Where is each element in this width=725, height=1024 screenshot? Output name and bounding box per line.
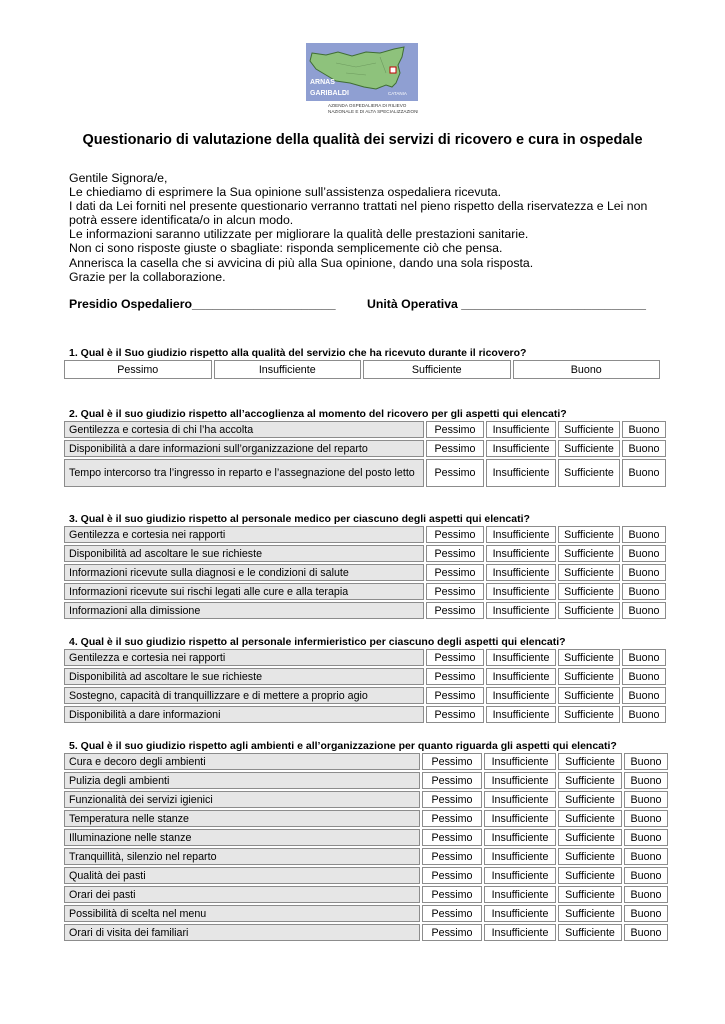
- option-sufficiente[interactable]: Sufficiente: [558, 440, 620, 457]
- svg-text:ARNAS: ARNAS: [310, 79, 335, 86]
- option-pessimo[interactable]: Pessimo: [426, 649, 484, 666]
- item-label: Funzionalità dei servizi igienici: [64, 791, 420, 808]
- option-pessimo[interactable]: Pessimo: [422, 791, 482, 808]
- option-pessimo[interactable]: Pessimo: [422, 905, 482, 922]
- option-pessimo[interactable]: Pessimo: [426, 440, 484, 457]
- item-label: Disponibilità a dare informazioni sull’organizzazione del reparto: [64, 440, 424, 457]
- option-sufficiente[interactable]: Sufficiente: [558, 459, 620, 487]
- document-title: Questionario di valutazione della qualità dei servizi di ricovero e cura in ospedale: [82, 132, 643, 148]
- option-sufficiente[interactable]: Sufficiente: [363, 360, 511, 379]
- option-insufficiente[interactable]: Insufficiente: [214, 360, 362, 379]
- table-row: [64, 649, 666, 666]
- svg-text:AZIENDA OSPEDALIERA DI RILIEVO: AZIENDA OSPEDALIERA DI RILIEVO: [328, 103, 407, 108]
- option-buono[interactable]: Buono: [624, 810, 668, 827]
- table-row: [64, 829, 668, 846]
- option-buono[interactable]: Buono: [622, 526, 666, 543]
- table-row: [64, 360, 660, 379]
- option-insufficiente[interactable]: Insufficiente: [484, 886, 556, 903]
- option-insufficiente[interactable]: Insufficiente: [484, 753, 556, 770]
- table-row: [64, 848, 668, 865]
- option-insufficiente[interactable]: Insufficiente: [484, 848, 556, 865]
- intro-line: Le informazioni saranno utilizzate per migliorare la qualità delle prestazioni sanitarie.: [69, 227, 529, 242]
- option-sufficiente[interactable]: Sufficiente: [558, 753, 622, 770]
- item-label: Gentilezza e cortesia nei rapporti: [64, 649, 424, 666]
- option-insufficiente[interactable]: Insufficiente: [486, 687, 556, 704]
- option-sufficiente[interactable]: Sufficiente: [558, 545, 620, 562]
- option-insufficiente[interactable]: Insufficiente: [484, 810, 556, 827]
- item-label: Temperatura nelle stanze: [64, 810, 420, 827]
- option-insufficiente[interactable]: Insufficiente: [486, 649, 556, 666]
- question-1-title: 1. Qual è il Suo giudizio rispetto alla qualità del servizio che ha ricevuto durante il ricovero?: [69, 347, 527, 359]
- option-pessimo[interactable]: Pessimo: [426, 545, 484, 562]
- item-label: Disponibilità a dare informazioni: [64, 706, 424, 723]
- question-5-title: 5. Qual è il suo giudizio rispetto agli ambienti e all’organizzazione per quanto riguarda gli aspetti qui elencati?: [69, 740, 617, 752]
- option-sufficiente[interactable]: Sufficiente: [558, 867, 622, 884]
- intro-text: [69, 171, 659, 284]
- option-sufficiente[interactable]: Sufficiente: [558, 706, 620, 723]
- option-insufficiente[interactable]: Insufficiente: [486, 459, 556, 487]
- table-row: [64, 545, 666, 562]
- option-pessimo[interactable]: Pessimo: [426, 564, 484, 581]
- table-row: [64, 810, 668, 827]
- option-sufficiente[interactable]: Sufficiente: [558, 583, 620, 600]
- item-label: Disponibilità ad ascoltare le sue richieste: [64, 668, 424, 685]
- option-sufficiente[interactable]: Sufficiente: [558, 421, 620, 438]
- option-insufficiente[interactable]: Insufficiente: [486, 526, 556, 543]
- option-buono[interactable]: Buono: [622, 564, 666, 581]
- table-row: [64, 459, 666, 487]
- option-buono[interactable]: Buono: [624, 791, 668, 808]
- item-label: Cura e decoro degli ambienti: [64, 753, 420, 770]
- question-3-title: 3. Qual è il suo giudizio rispetto al personale medico per ciascuno degli aspetti qui elencati?: [69, 513, 530, 525]
- option-sufficiente[interactable]: Sufficiente: [558, 886, 622, 903]
- question-2-table: [62, 419, 668, 489]
- question-4-title: 4. Qual è il suo giudizio rispetto al personale infermieristico per ciascuno degli aspetti qui elencati?: [69, 636, 566, 648]
- option-insufficiente[interactable]: Insufficiente: [484, 772, 556, 789]
- option-pessimo[interactable]: Pessimo: [422, 772, 482, 789]
- intro-line: Grazie per la collaborazione.: [69, 269, 226, 284]
- option-buono[interactable]: Buono: [624, 905, 668, 922]
- question-1-table: [62, 358, 662, 381]
- question-4-table: [62, 647, 668, 725]
- question-2-title: 2. Qual è il suo giudizio rispetto all’accoglienza al momento del ricovero per gli aspetti qui elencati?: [69, 408, 567, 420]
- option-sufficiente[interactable]: Sufficiente: [558, 564, 620, 581]
- option-insufficiente[interactable]: Insufficiente: [484, 867, 556, 884]
- option-sufficiente[interactable]: Sufficiente: [558, 602, 620, 619]
- option-insufficiente[interactable]: Insufficiente: [484, 905, 556, 922]
- item-label: Orari dei pasti: [64, 886, 420, 903]
- intro-line: Le chiediamo di esprimere la Sua opinione sull’assistenza ospedaliera ricevuta.: [69, 185, 502, 200]
- option-buono[interactable]: Buono: [624, 886, 668, 903]
- option-buono[interactable]: Buono: [622, 687, 666, 704]
- table-row: [64, 440, 666, 457]
- option-insufficiente[interactable]: Insufficiente: [484, 829, 556, 846]
- table-row: [64, 706, 666, 723]
- option-pessimo[interactable]: Pessimo: [426, 668, 484, 685]
- option-pessimo[interactable]: Pessimo: [422, 753, 482, 770]
- option-sufficiente[interactable]: Sufficiente: [558, 791, 622, 808]
- item-label: Possibilità di scelta nel menu: [64, 905, 420, 922]
- option-buono[interactable]: Buono: [624, 924, 668, 941]
- option-insufficiente[interactable]: Insufficiente: [486, 583, 556, 600]
- option-pessimo[interactable]: Pessimo: [426, 526, 484, 543]
- option-sufficiente[interactable]: Sufficiente: [558, 848, 622, 865]
- option-sufficiente[interactable]: Sufficiente: [558, 668, 620, 685]
- option-sufficiente[interactable]: Sufficiente: [558, 905, 622, 922]
- option-buono[interactable]: Buono: [622, 706, 666, 723]
- option-buono[interactable]: Buono: [624, 829, 668, 846]
- option-sufficiente[interactable]: Sufficiente: [558, 526, 620, 543]
- svg-text:GARIBALDI: GARIBALDI: [310, 90, 349, 97]
- question-3-table: [62, 524, 668, 621]
- table-row: [64, 583, 666, 600]
- hospital-logo: [306, 43, 418, 117]
- intro-line: I dati da Lei forniti nel presente questionario verranno trattati nel pieno rispetto della riservatezza e Lei non potrà essere identificata/o in alcun modo.: [69, 199, 648, 228]
- option-pessimo[interactable]: Pessimo: [426, 583, 484, 600]
- option-insufficiente[interactable]: Insufficiente: [486, 706, 556, 723]
- item-label: Qualità dei pasti: [64, 867, 420, 884]
- option-buono[interactable]: Buono: [622, 602, 666, 619]
- table-row: [64, 564, 666, 581]
- item-label: Orari di visita dei familiari: [64, 924, 420, 941]
- table-row: [64, 668, 666, 685]
- item-label: Illuminazione nelle stanze: [64, 829, 420, 846]
- option-insufficiente[interactable]: Insufficiente: [486, 668, 556, 685]
- option-buono[interactable]: Buono: [624, 867, 668, 884]
- item-label: Pulizia degli ambienti: [64, 772, 420, 789]
- table-row: [64, 886, 668, 903]
- option-pessimo[interactable]: Pessimo: [422, 867, 482, 884]
- table-row: [64, 772, 668, 789]
- option-buono[interactable]: Buono: [624, 772, 668, 789]
- option-sufficiente[interactable]: Sufficiente: [558, 829, 622, 846]
- item-label: Informazioni ricevute sui rischi legati alle cure e alla terapia: [64, 583, 424, 600]
- table-row: [64, 687, 666, 704]
- option-sufficiente[interactable]: Sufficiente: [558, 924, 622, 941]
- option-pessimo[interactable]: Pessimo: [426, 687, 484, 704]
- intro-line: Annerisca la casella che si avvicina di più alla Sua opinione, dando una sola risposta.: [69, 255, 534, 270]
- option-insufficiente[interactable]: Insufficiente: [486, 564, 556, 581]
- unita-operativa-field[interactable]: Unità Operativa ___________________________: [367, 297, 646, 311]
- table-row: [64, 924, 668, 941]
- option-pessimo[interactable]: Pessimo: [426, 421, 484, 438]
- option-buono[interactable]: Buono: [622, 583, 666, 600]
- option-insufficiente[interactable]: Insufficiente: [484, 791, 556, 808]
- table-row: [64, 905, 668, 922]
- option-pessimo[interactable]: Pessimo: [426, 602, 484, 619]
- item-label: Tranquillità, silenzio nel reparto: [64, 848, 420, 865]
- header-fields: [69, 297, 659, 311]
- option-insufficiente[interactable]: Insufficiente: [486, 421, 556, 438]
- option-pessimo[interactable]: Pessimo: [422, 924, 482, 941]
- item-label: Informazioni ricevute sulla diagnosi e le condizioni di salute: [64, 564, 424, 581]
- option-pessimo[interactable]: Pessimo: [422, 848, 482, 865]
- item-label: Gentilezza e cortesia nei rapporti: [64, 526, 424, 543]
- option-pessimo[interactable]: Pessimo: [422, 829, 482, 846]
- option-pessimo[interactable]: Pessimo: [64, 360, 212, 379]
- question-5-table: [62, 751, 670, 943]
- table-row: [64, 791, 668, 808]
- option-buono[interactable]: Buono: [622, 545, 666, 562]
- option-buono[interactable]: Buono: [622, 649, 666, 666]
- option-buono[interactable]: Buono: [513, 360, 661, 379]
- option-sufficiente[interactable]: Sufficiente: [558, 649, 620, 666]
- option-pessimo[interactable]: Pessimo: [426, 706, 484, 723]
- intro-line: Non ci sono risposte giuste o sbagliate: risponda semplicemente ciò che pensa.: [69, 241, 503, 256]
- option-buono[interactable]: Buono: [624, 848, 668, 865]
- item-label: Disponibilità ad ascoltare le sue richieste: [64, 545, 424, 562]
- option-sufficiente[interactable]: Sufficiente: [558, 772, 622, 789]
- option-buono[interactable]: Buono: [624, 753, 668, 770]
- option-insufficiente[interactable]: Insufficiente: [486, 440, 556, 457]
- table-row: [64, 421, 666, 438]
- option-insufficiente[interactable]: Insufficiente: [484, 924, 556, 941]
- option-pessimo[interactable]: Pessimo: [426, 459, 484, 487]
- svg-text:CATANIA: CATANIA: [388, 91, 407, 96]
- table-row: [64, 867, 668, 884]
- svg-text:NAZIONALE E DI ALTA SPECIALIZZ: NAZIONALE E DI ALTA SPECIALIZZAZIONE: [328, 109, 418, 114]
- option-pessimo[interactable]: Pessimo: [422, 810, 482, 827]
- option-buono[interactable]: Buono: [622, 668, 666, 685]
- option-buono[interactable]: Buono: [622, 440, 666, 457]
- item-label: Gentilezza e cortesia di chi l’ha accolta: [64, 421, 424, 438]
- intro-line: Gentile Signora/e,: [69, 171, 168, 185]
- option-insufficiente[interactable]: Insufficiente: [486, 602, 556, 619]
- item-label: Tempo intercorso tra l’ingresso in reparto e l’assegnazione del posto letto: [64, 459, 424, 487]
- item-label: Sostegno, capacità di tranquillizzare e di mettere a proprio agio: [64, 687, 424, 704]
- option-buono[interactable]: Buono: [622, 421, 666, 438]
- option-sufficiente[interactable]: Sufficiente: [558, 810, 622, 827]
- option-pessimo[interactable]: Pessimo: [422, 886, 482, 903]
- option-sufficiente[interactable]: Sufficiente: [558, 687, 620, 704]
- option-insufficiente[interactable]: Insufficiente: [486, 545, 556, 562]
- presidio-field[interactable]: Presidio Ospedaliero_____________________: [69, 297, 336, 311]
- option-buono[interactable]: Buono: [622, 459, 666, 487]
- table-row: [64, 753, 668, 770]
- table-row: [64, 526, 666, 543]
- item-label: Informazioni alla dimissione: [64, 602, 424, 619]
- table-row: [64, 602, 666, 619]
